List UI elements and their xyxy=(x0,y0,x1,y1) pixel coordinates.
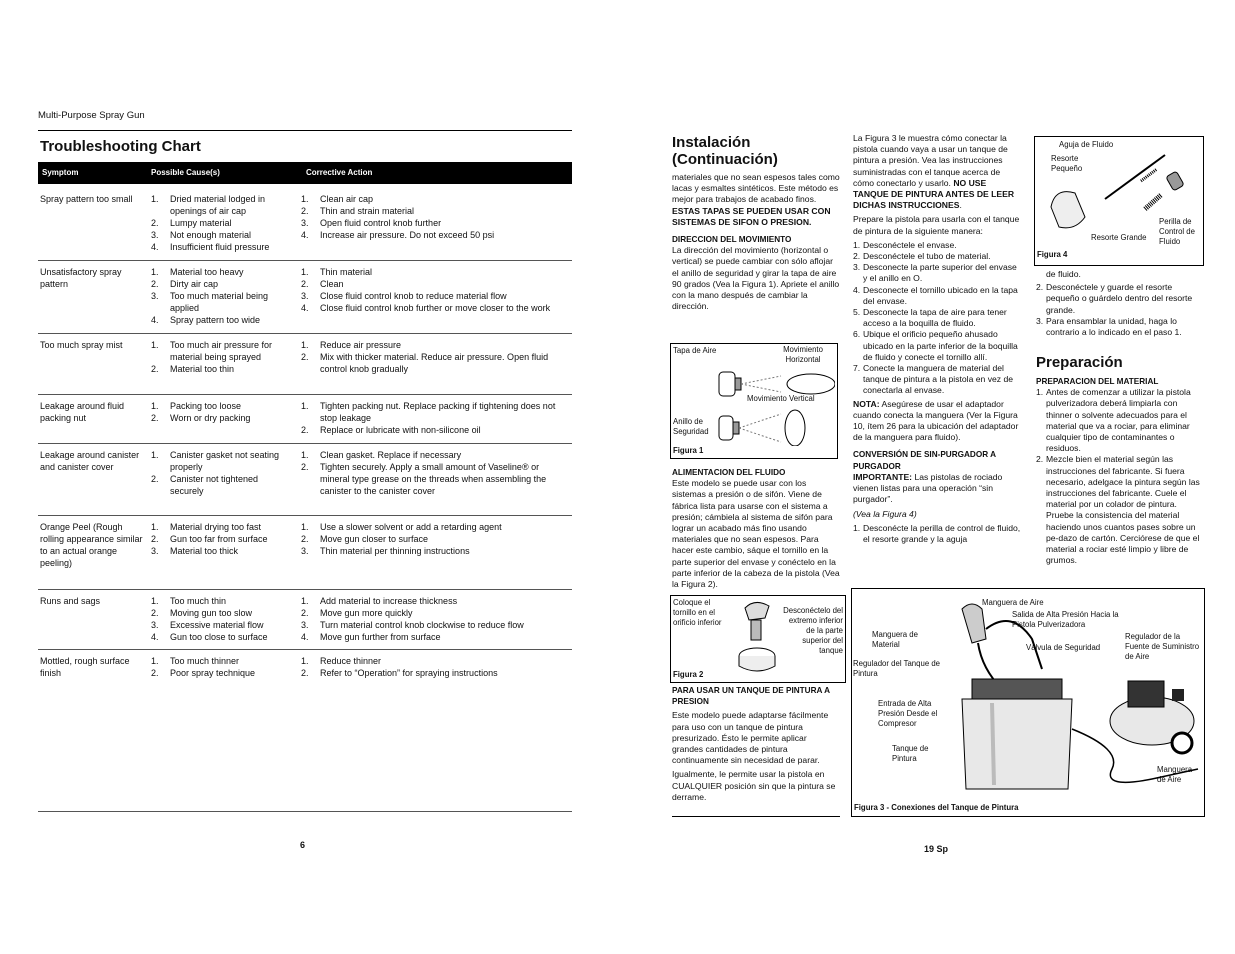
causes-cell xyxy=(151,655,291,679)
actions-cell xyxy=(301,193,571,241)
list-item: 2. Move gun closer to surface xyxy=(301,534,429,544)
col-symptom: Symptom xyxy=(42,168,79,177)
col3-steps xyxy=(1036,282,1202,338)
list-item: 1. Canister gasket not seating properly xyxy=(151,450,280,472)
list-item: 1. Material drying too fast xyxy=(151,522,262,532)
fig3-label-tanque: Tanque de Pintura xyxy=(892,744,929,763)
list-item: 3. Para ensamblar la unidad, haga lo contrario a lo indicado en el paso 1. xyxy=(1036,315,1182,338)
fig1-label-mov-v: Movimiento Vertical xyxy=(747,394,815,403)
heading-conversion: CONVERSIÓN DE SIN-PURGADOR A PURGADOR xyxy=(853,450,996,471)
table-row xyxy=(38,187,572,261)
fig1-caption: Figura 1 xyxy=(673,446,704,455)
list-item: 2. Worn or dry packing xyxy=(151,413,251,423)
causes-cell xyxy=(151,521,291,557)
list-item: 2. Canister not tightened securely xyxy=(151,474,259,496)
running-header: Multi-Purpose Spray Gun xyxy=(38,110,145,121)
list-item: 2. Poor spray technique xyxy=(151,668,256,678)
col-actions: Corrective Action xyxy=(306,168,373,177)
list-item: 3. Open fluid control knob further xyxy=(301,218,442,228)
col2-prepare: Prepare la pistola para usarla con el tanque de pintura de la siguiente manera: xyxy=(853,214,1020,236)
symptom-cell: Leakage around fluid packing nut xyxy=(40,401,125,423)
list-item: 3. Not enough material xyxy=(151,230,252,240)
list-item: 3. Desconecte la parte superior del envase y el anillo en O. xyxy=(853,262,1017,284)
nota: NOTA: Asegúrese de usar el adaptador cuando conecta la manguera (Ver la Figura 10, ítem 26 para la ubicación del adaptador de la manguera para fluido). xyxy=(853,398,1019,443)
fig2-label-coloque: Coloque el tornillo en el orificio inferior xyxy=(673,598,722,627)
list-item: 4. Close fluid control knob further or move closer to the work xyxy=(301,303,551,313)
list-item: 1. Too much thin xyxy=(151,596,227,606)
list-item: 2. Mezcle bien el material según las instrucciones del fabricante. Si fuera necesario, adelgace la pintura según las instrucciones del fabricante. Cuele el material por un colador de pintura. Pruebe la consistencia del material haciendo unos cuantos pases sobre un pe-dazo de cartón. Cerciórese de que el material a rociar esté limpio y libre de grumos. xyxy=(1036,454,1200,566)
page-number-left: 6 xyxy=(300,840,306,850)
list-item: 3. Turn material control knob clockwise to reduce flow xyxy=(301,620,524,630)
list-item: 5. Desconecte la tapa de aire para tener acceso a la boquilla de fluido. xyxy=(853,307,1007,329)
list-item: 2. Mix with thicker material. Reduce air pressure. Open fluid control knob gradually xyxy=(301,352,549,374)
column-1-lower xyxy=(672,467,840,593)
column-3 xyxy=(1036,269,1202,338)
actions-cell xyxy=(301,595,571,643)
causes-cell xyxy=(151,595,291,643)
list-item: 1. Reduce air pressure xyxy=(301,340,402,350)
symptom-cell: Unsatisfactory spray pattern xyxy=(40,267,122,289)
fig4-label-aguja: Aguja de Fluido xyxy=(1059,140,1114,149)
page-number-right: 19 Sp xyxy=(924,844,949,854)
list-item: 1. Reduce thinner xyxy=(301,656,382,666)
prep-steps xyxy=(1036,387,1202,566)
header-rule xyxy=(38,130,572,131)
list-item: 1. Packing too loose xyxy=(151,401,242,411)
direccion-text: La dirección del movimiento (horizontal o vertical) se puede cambiar con sólo aflojar el anillo de seguridad y girar la tapa de aire 90 grados (Vea la Figura 1). Apriete el anillo con la mano después de cambiar la dirección. xyxy=(672,245,840,312)
actions-cell xyxy=(301,400,571,436)
fig4-label-resorte-grande: Resorte Grande xyxy=(1091,233,1147,242)
fig1-label-mov-h: Movimiento Horizontal xyxy=(783,345,823,364)
list-item: 2. Moving gun too slow xyxy=(151,608,253,618)
table-row xyxy=(38,333,572,395)
list-item: 1. Too much air pressure for material being sprayed xyxy=(151,340,273,362)
table-header xyxy=(38,162,572,184)
col-causes: Possible Cause(s) xyxy=(151,168,220,177)
symptom-cell: Orange Peel (Rough rolling appearance similar to an actual orange peeling) xyxy=(40,522,143,568)
fig2-label-desconectelo: Desconéctelo del extremo inferior de la parte superior del tanque xyxy=(783,606,843,655)
list-item: 3. Too much material being applied xyxy=(151,291,269,313)
list-item: 3. Excessive material flow xyxy=(151,620,264,630)
fig3-caption: Figura 3 - Conexiones del Tanque de Pintura xyxy=(854,803,1019,812)
list-item: 2. Material too thin xyxy=(151,364,235,374)
col2-steps xyxy=(853,240,1023,397)
list-item: 1. Too much thinner xyxy=(151,656,240,666)
fig4-needle-illustration xyxy=(1045,147,1195,237)
fig4-label-perilla: Perilla de Control de Fluido xyxy=(1159,217,1195,246)
list-item: 4. Desconecte el tornillo ubicado en la tapa del envase. xyxy=(853,284,1018,306)
heading-tanque: PARA USAR UN TANQUE DE PINTURA A PRESION xyxy=(672,686,830,707)
section-title-preparacion: Preparación xyxy=(1036,354,1123,371)
symptom-cell: Mottled, rough surface finish xyxy=(40,656,130,678)
list-item: 2. Move gun more quickly xyxy=(301,608,413,618)
list-item: 2. Desconéctele el tubo de material. xyxy=(853,251,991,262)
list-item: 4. Spray pattern too wide xyxy=(151,315,261,325)
actions-cell xyxy=(301,266,571,314)
causes-cell xyxy=(151,400,291,424)
list-item: 4. Move gun further from surface xyxy=(301,632,441,642)
list-item: 2. Lumpy material xyxy=(151,218,232,228)
symptom-cell: Leakage around canister and canister cover xyxy=(40,450,140,472)
list-item: 2. Desconéctele y guarde el resorte pequeño o guárdelo dentro del resorte grande. xyxy=(1036,282,1193,315)
col2-conv-steps xyxy=(853,523,1023,545)
section-title-instalacion: Instalación (Continuación) xyxy=(672,134,778,168)
list-item: 1. Add material to increase thickness xyxy=(301,596,458,606)
actions-cell xyxy=(301,339,571,375)
fig2-caption: Figura 2 xyxy=(673,670,704,679)
tanque-text-2: Igualmente, le permite usar la pistola en CUALQUIER posición sin que la pintura se derrame. xyxy=(672,769,836,802)
list-item: 2. Replace or lubricate with non-silicone oil xyxy=(301,425,481,435)
actions-cell xyxy=(301,521,571,557)
tanque-text-1: Este modelo puede adaptarse fácilmente para uso con un tanque de pintura presurizado. Ésto le permite aplicar grandes cantidades de pintura continuamente sin necesidad de parar. xyxy=(672,710,829,766)
alimentacion-text: Este modelo se puede usar con los sistemas a presión o de sifón. Viene de fábrica lista para usarse con el sistema a presión; cámbiela al sistema de sifón para lograr un acabado más fino usando materiales que no sean espesos. Para hacer este cambio, sáque el tornillo en la parte superior del envase y conéctelo en la parte inferior de la cabeza de la pistola (Vea la Figura 2). xyxy=(672,478,840,590)
list-item: 2. Refer to “Operation” for spraying instructions xyxy=(301,668,498,678)
fig1-label-tapa: Tapa de Aire xyxy=(673,346,717,355)
fig3-label-salida: Salida de Alta Presión Hacia la Pistola Pulverizadora xyxy=(1012,610,1119,629)
list-item: 2. Dirty air cap xyxy=(151,279,219,289)
list-item: 3. Thin material per thinning instructions xyxy=(301,546,470,556)
vea-figura-4: (Vea la Figura 4) xyxy=(853,508,917,519)
table-row xyxy=(38,394,572,444)
importante: IMPORTANTE: Las pistolas de rociado vienen listas para una operación “sin purgador”. xyxy=(853,471,1003,505)
list-item: 4. Increase air pressure. Do not exceed 50 psi xyxy=(301,230,495,240)
fig3-label-regulador-tanque: Regulador del Tanque de Pintura xyxy=(853,659,940,678)
list-item: 1. Thin material xyxy=(301,267,373,277)
list-item: 6. Ubique el orificio pequeño ahusado ubicado en la parte inferior de la boquilla de fluido y conecte el tornillo allí. xyxy=(853,329,1018,362)
fig4-caption: Figura 4 xyxy=(1037,250,1068,259)
heading-direccion: DIRECCION DEL MOVIMIENTO xyxy=(672,235,792,245)
heading-alimentacion: ALIMENTACION DEL FLUIDO xyxy=(672,468,786,477)
list-item: 1. Clean gasket. Replace if necessary xyxy=(301,450,462,460)
list-item: 1. Material too heavy xyxy=(151,267,244,277)
fig1-spray-illustration xyxy=(711,358,835,446)
column-1-rule xyxy=(672,816,840,817)
list-item: 1. Desconécte la perilla de control de fluido, el resorte grande y la aguja xyxy=(853,522,1021,544)
list-item: 1. Dried material lodged in openings of air cap xyxy=(151,194,266,216)
list-item: 4. Insufficient fluid pressure xyxy=(151,242,270,252)
symptom-cell: Spray pattern too small xyxy=(40,194,133,204)
column-1-tank xyxy=(672,685,840,806)
causes-cell xyxy=(151,266,291,326)
list-item: 4. Gun too close to surface xyxy=(151,632,268,642)
table-row xyxy=(38,515,572,590)
figure-3 xyxy=(851,588,1205,817)
fig3-label-valvula: Válvula de Seguridad xyxy=(1026,643,1101,652)
column-1 xyxy=(672,172,840,315)
causes-cell xyxy=(151,449,291,497)
fig3-label-manguera-aire-bottom: Manguera de Aire xyxy=(1157,765,1193,784)
list-item: 1. Antes de comenzar a utilizar la pistola pulverizadora deberá limpiarla con thinner o solvente adecuados para el material que va a rociar, para eliminar cualquier tipo de contaminantes o residuos. xyxy=(1036,387,1191,454)
fig3-label-manguera-aire-top: Manguera de Aire xyxy=(982,598,1044,607)
column-2 xyxy=(853,133,1023,545)
list-item: 7. Conecte la manguera de material del tanque de pintura a la pistola en vez de conectarla al envase. xyxy=(853,363,1014,396)
list-item: 2. Gun too far from surface xyxy=(151,534,268,544)
table-row xyxy=(38,649,572,812)
table-row xyxy=(38,589,572,650)
list-item: 3. Material too thick xyxy=(151,546,239,556)
list-item: 2. Thin and strain material xyxy=(301,206,415,216)
list-item: 1. Tighten packing nut. Replace packing if tightening does not stop leakage xyxy=(301,401,556,423)
fig3-label-regulador-fuente: Regulador de la Fuente de Suministro de Aire xyxy=(1125,632,1200,661)
fig3-tank-illustration xyxy=(942,599,1202,799)
col2-intro: La Figura 3 le muestra cómo conectar la pistola cuando vaya a usar un tanque de pintura a presión. Vea las instrucciones suministradas con el tanque acerca de cómo conectarlo y usarlo. NO USE TANQUE DE PINTURA ANTES DE LEER DICHAS INSTRUCCIONES. xyxy=(853,133,1015,211)
table-row xyxy=(38,260,572,334)
list-item: 2. Tighten securely. Apply a small amount of Vaseline® or mineral type grease on the threads when assembling the canister to the canister cover xyxy=(301,462,547,496)
fig2-gun-illustration xyxy=(725,598,785,676)
causes-cell xyxy=(151,193,291,253)
list-item: 1. Use a slower solvent or add a retarding agent xyxy=(301,522,502,532)
list-item: 2. Clean xyxy=(301,279,344,289)
list-item: 1. Desconéctele el envase. xyxy=(853,239,957,250)
figure-2 xyxy=(670,595,846,683)
fig1-label-anillo: Anillo de Seguridad xyxy=(673,417,709,436)
intro-paragraph: materiales que no sean espesos tales como lacas y esmaltes sintéticos. Este método es mejor para trabajos de acabado finos. ESTAS TAPAS SE PUEDEN USAR CON SISTEMAS DE SIFON O PRESION. xyxy=(672,172,840,227)
causes-cell xyxy=(151,339,291,375)
list-item: 1. Clean air cap xyxy=(301,194,374,204)
table-row xyxy=(38,443,572,516)
fig3-label-entrada: Entrada de Alta Presión Desde el Compresor xyxy=(878,699,938,728)
page-title: Troubleshooting Chart xyxy=(40,138,201,155)
fig3-label-manguera-material: Manguera de Material xyxy=(872,630,918,649)
actions-cell xyxy=(301,449,571,497)
symptom-cell: Too much spray mist xyxy=(40,340,123,350)
figure-4 xyxy=(1034,136,1204,266)
list-item: 3. Close fluid control knob to reduce material flow xyxy=(301,291,507,301)
figure-1 xyxy=(670,343,838,459)
fig4-label-resorte-pequeno: Resorte Pequeño xyxy=(1051,154,1083,173)
col3-continuation: de fluido. xyxy=(1046,269,1081,279)
symptom-cell: Runs and sags xyxy=(40,596,101,606)
column-3-prep xyxy=(1036,376,1202,566)
actions-cell xyxy=(301,655,571,679)
heading-preparacion-material: PREPARACION DEL MATERIAL xyxy=(1036,377,1159,386)
